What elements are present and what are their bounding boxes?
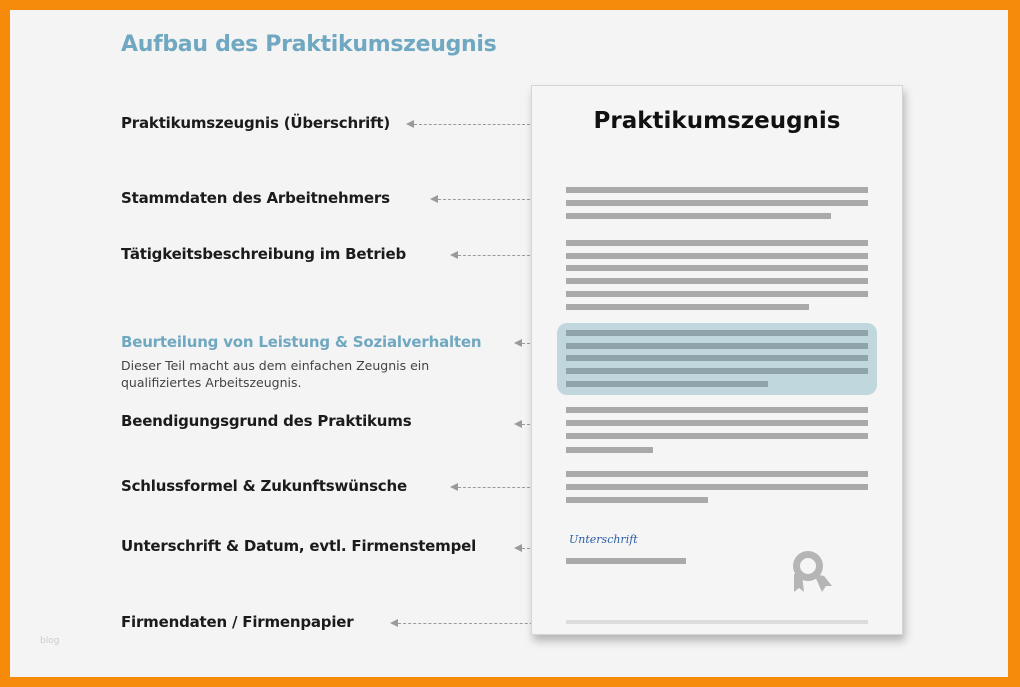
label-activity: Tätigkeitsbeschreibung im Betrieb [121, 245, 406, 263]
text-line [566, 343, 868, 349]
arrow-signature [522, 548, 530, 549]
text-line [566, 355, 868, 361]
text-line [566, 304, 809, 310]
label-company: Firmendaten / Firmenpapier [121, 613, 354, 631]
text-line [566, 278, 868, 284]
label-termination: Beendigungsgrund des Praktikums [121, 412, 412, 430]
signature: Unterschrift [569, 533, 638, 546]
text-line [566, 291, 868, 297]
text-line [566, 471, 868, 477]
text-line [566, 484, 868, 490]
arrow-master-data [438, 199, 530, 200]
label-heading: Praktikumszeugnis (Überschrift) [121, 114, 391, 132]
text-line [566, 265, 868, 271]
arrow-company [398, 623, 548, 624]
text-line [566, 187, 868, 193]
text-line [566, 330, 868, 336]
text-line [566, 433, 868, 439]
label-signature: Unterschrift & Datum, evtl. Firmenstempel [121, 537, 477, 555]
text-line [566, 497, 708, 503]
text-line [566, 420, 868, 426]
text-line [566, 381, 768, 387]
text-line [566, 253, 868, 259]
text-line [566, 240, 868, 246]
text-line [566, 447, 653, 453]
document-title: Praktikumszeugnis [593, 108, 841, 134]
arrow-termination [522, 424, 530, 425]
arrow-closing [458, 487, 530, 488]
seal-icon [790, 548, 834, 594]
text-line [566, 407, 868, 413]
arrow-activity [458, 255, 530, 256]
arrow-heading [414, 124, 530, 125]
page-title: Aufbau des Praktikumszeugnis [121, 32, 497, 57]
label-master-data: Stammdaten des Arbeitnehmers [121, 189, 390, 207]
label-closing: Schlussformel & Zukunftswünsche [121, 477, 407, 495]
arrow-evaluation [522, 343, 530, 344]
text-line [566, 213, 831, 219]
evaluation-description: Dieser Teil macht aus dem einfachen Zeugnis ein qualifiziertes Arbeitszeugnis. [121, 358, 430, 390]
text-line [566, 200, 868, 206]
company-footer-line [566, 620, 868, 624]
watermark: blog [40, 636, 60, 646]
signature-line [566, 558, 686, 564]
label-evaluation: Beurteilung von Leistung & Sozialverhalten [121, 333, 482, 351]
text-line [566, 368, 868, 374]
